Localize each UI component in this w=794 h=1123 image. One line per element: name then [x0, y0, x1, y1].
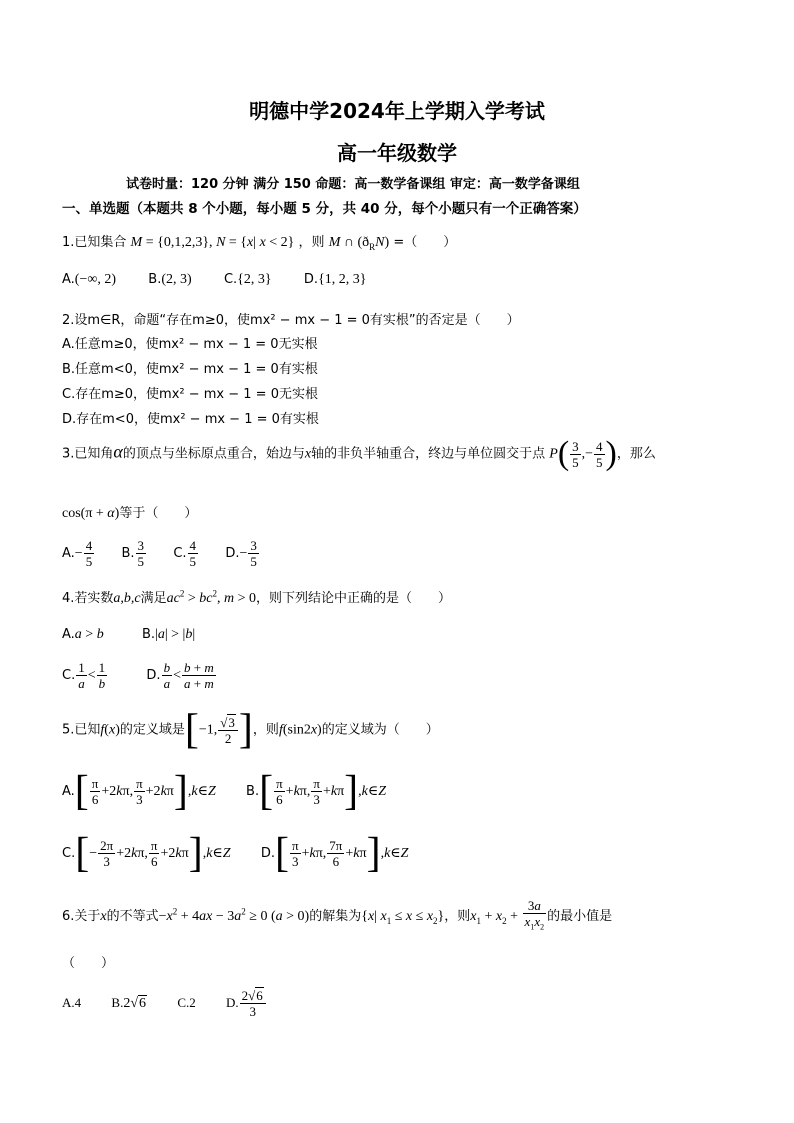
q4-stem-b: 满足	[140, 591, 167, 606]
q3-option-c: C. $\frac{4}{5}$	[173, 538, 197, 569]
q6-x: x	[100, 908, 107, 924]
q1-option-a: A.(−∞, 2)	[62, 272, 116, 287]
q5-stem-a: 5.已知	[62, 722, 101, 738]
q6-stem-d: ，则	[444, 908, 471, 924]
q3-cos-expr: cos(π + α)	[62, 506, 120, 521]
q1-math-expr: M ∩ $(ð_RN)$	[328, 235, 390, 252]
q3-stem-line2: cos(π + α)等于（ ）	[62, 506, 198, 521]
q6-option-d: D. $\frac{2√6}{3}$	[226, 996, 267, 1011]
q1-math-set: = {0,1,2,3},	[142, 235, 217, 250]
q5-fsin: f(sin2x)	[278, 722, 322, 738]
question-3: 3.已知角α的顶点与坐标原点重合，始边与x轴的非负半轴重合，终边与单位圆交于点 P( $\frac{3}{5}$ ,− $\frac{4}{5}$ )，那么	[62, 435, 656, 472]
q1-options	[62, 272, 367, 288]
question-5: 5.已知f(x)的定义域是[−1, $\frac{√3}{2}$ ]，则f(sin2x)的定义域为（ ）	[62, 707, 439, 753]
q3-option-d: D.− $\frac{3}{5}$	[225, 538, 257, 569]
question-1	[62, 231, 456, 252]
q5-option-b: B.[ $\frac{\pi}{6}$ +kπ, $\frac{\pi}{3}$ +kπ],k∈Z	[246, 768, 387, 814]
q2-option-c: C.存在m≥0，使mx² − mx − 1 = 0无实根	[62, 387, 318, 402]
q1-option-b: B.(2, 3)	[148, 272, 192, 287]
q2-option-a: A.任意m≥0，使mx² − mx − 1 = 0无实根	[62, 337, 318, 352]
q5-options-ab	[62, 770, 386, 812]
q3-stem-c: 轴的非负半轴重合，终边与单位圆交于点	[311, 446, 546, 462]
section-heading: 一、单选题（本题共 8 个小题，每小题 5 分，共 40 分，每个小题只有一个正确答案）	[62, 201, 587, 217]
q3-stem-a: 3.已知角	[62, 446, 114, 462]
q5-option-c: C.[− $\frac{2\pi}{3}$ +2kπ, $\frac{\pi}{6}$ +2kπ],k∈Z	[62, 830, 231, 876]
q1-option-d: D.{1, 2, 3}	[303, 272, 367, 287]
q6-stem-a: 6.关于	[62, 908, 101, 924]
q6-inequality: $-x^2 + 4ax - 3a^2 \ge 0$ (a > 0)	[158, 906, 310, 924]
q6-stem-e: 的最小值是	[547, 908, 613, 924]
q4-options-cd	[62, 660, 217, 691]
q6-answer-paren: （ ）	[62, 956, 115, 971]
q6-stem-b: 的不等式	[106, 908, 159, 924]
q4-options-ab	[62, 627, 195, 643]
q5-options-cd	[62, 832, 408, 874]
q5-stem-c: ，则	[252, 722, 279, 738]
q1-math-m: M	[130, 235, 143, 250]
q5-option-a: A.[ $\frac{\pi}{6}$ +2kπ, $\frac{\pi}{3}$ +2kπ],k∈Z	[62, 768, 216, 814]
q3-point-p: P	[549, 446, 558, 462]
q3-stem-b: 的顶点与坐标原点重合，始边与	[122, 446, 305, 462]
q4-option-a: A.a > b	[62, 627, 104, 642]
q2-option-d: D.存在m<0，使mx² − mx − 1 = 0有实根	[62, 412, 319, 427]
q3-alpha: α	[113, 441, 123, 462]
q3-x: x	[304, 446, 312, 462]
exam-info: 试卷时量：120 分钟 满分 150 命题：高一数学备课组 审定：高一数学备课组	[126, 177, 580, 192]
q6-options	[62, 988, 267, 1019]
q4-condition: $ac^2 > bc^2$, m > 0	[166, 588, 257, 606]
q2-option-b: B.任意m<0，使mx² − mx − 1 = 0有实根	[62, 362, 318, 377]
q6-stem-c: 的解集为	[309, 908, 362, 924]
q5-stem-d: 的定义域为（ ）	[321, 722, 439, 738]
q1-option-c: C.{2, 3}	[223, 272, 272, 287]
q1-math-set-n: = {x| x < 2}	[225, 235, 295, 250]
q5-fx: f(x)	[100, 722, 120, 738]
q3-option-a: A.− $\frac{4}{5}$	[62, 538, 93, 569]
q4-vars: a,b,c	[113, 591, 141, 606]
q4-option-c: C. $\frac{1}{a}$ < $\frac{1}{b}$	[62, 660, 106, 691]
q1-stem-text: 1.已知集合	[62, 235, 127, 250]
q1-answer-blank: =（ ）	[393, 235, 457, 250]
question-4	[62, 587, 451, 607]
q4-stem-c: ，则下列结论中正确的是（ ）	[256, 591, 452, 606]
q5-option-d: D.[ $\frac{\pi}{3}$ +kπ, $\frac{7\pi}{6}$ +kπ],k∈Z	[260, 830, 409, 876]
q5-stem-b: 的定义域是	[119, 722, 185, 738]
q4-option-b: B.|a| > |b|	[141, 627, 196, 642]
q6-option-a: A.4	[62, 995, 82, 1010]
q4-option-d: D. $\frac{b}{a}$ < $\frac{b + m}{a + m}$	[146, 660, 214, 691]
q3-option-b: B. $\frac{3}{5}$	[121, 538, 145, 569]
q6-option-c: C.2	[177, 995, 196, 1010]
exam-title: 明德中学2024年上学期入学考试	[249, 99, 545, 123]
exam-subtitle: 高一年级数学	[337, 141, 457, 165]
question-2: 2.设m∈R，命题“存在m≥0，使mx² − mx − 1 = 0有实根”的否定是（ ）	[62, 313, 520, 328]
q3-options	[62, 538, 260, 569]
q1-math-n: N	[216, 235, 226, 250]
q6-solution-set: {x| $x_1 \le x \le x_2$}	[361, 908, 445, 926]
q6-expression: $x_1 + x_2$ +	[470, 908, 522, 926]
q3-stem-d: ，那么	[616, 446, 656, 462]
q6-option-b: B.2√6	[111, 995, 147, 1011]
q1-stem-tail: ，则	[298, 235, 325, 250]
q4-stem-a: 4.若实数	[62, 591, 114, 606]
question-6: 6.关于x的不等式$-x^2 + 4ax - 3a^2 \ge 0$ (a > 0)的解集为{x| $x_1 \le x \le x_2$}，则$x_1 + x_2$ + $\frac{3a}{x_1x_2}$ 的最小值是	[62, 898, 613, 932]
